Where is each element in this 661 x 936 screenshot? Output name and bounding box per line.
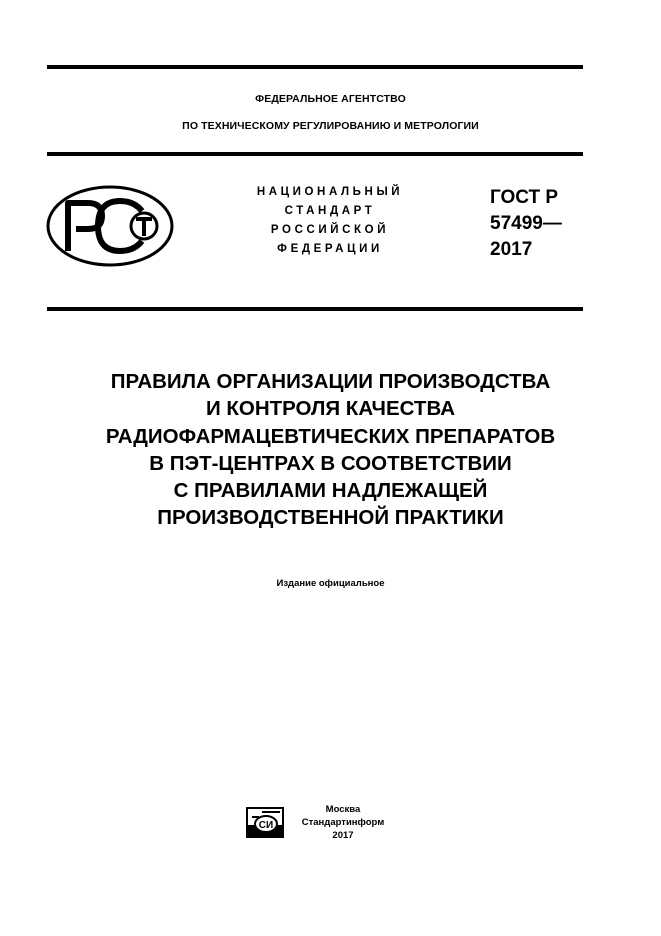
publisher-city: Москва [325, 804, 361, 815]
gost-number-line-1: ГОСТ Р [490, 187, 559, 208]
standartinform-logo-icon [246, 807, 284, 838]
title-line: С ПРАВИЛАМИ НАДЛЕЖАЩЕЙ [173, 479, 488, 503]
title-line: ПРАВИЛА ОРГАНИЗАЦИИ ПРОИЗВОДСТВА [110, 370, 551, 393]
top-rule [47, 65, 583, 69]
agency-line-1: ФЕДЕРАЛЬНОЕ АГЕНТСТВО [255, 93, 406, 105]
standard-label-line-3: РОССИЙСКОЙ [270, 224, 390, 236]
title-line: ПРОИЗВОДСТВЕННОЙ ПРАКТИКИ [157, 506, 504, 530]
agency-line-2: ПО ТЕХНИЧЕСКОМУ РЕГУЛИРОВАНИЮ И МЕТРОЛОГИИ [182, 120, 479, 132]
edition-note: Издание официальное [276, 578, 385, 589]
svg-text:СИ: СИ [258, 820, 274, 831]
gost-year: 2017 [490, 239, 533, 260]
header-rule [47, 152, 583, 156]
gost-r-logo-icon [46, 185, 174, 267]
title-line: И КОНТРОЛЯ КАЧЕСТВА [205, 397, 456, 421]
standard-rule [47, 307, 583, 311]
standard-label-line-2: СТАНДАРТ [284, 205, 376, 217]
standard-label-line-4: ФЕДЕРАЦИИ [277, 243, 383, 255]
title-line: В ПЭТ-ЦЕНТРАХ В СООТВЕТСТВИИ [149, 451, 512, 475]
title-line: РАДИОФАРМАЦЕВТИЧЕСКИХ ПРЕПАРАТОВ [105, 424, 556, 448]
document-title [0, 368, 661, 532]
gost-number-line-2: 57499— [490, 213, 562, 234]
publisher-year: 2017 [332, 830, 354, 841]
standard-label-line-1: НАЦИОНАЛЬНЫЙ [256, 186, 404, 198]
publisher-name: Стандартинформ [301, 817, 385, 828]
